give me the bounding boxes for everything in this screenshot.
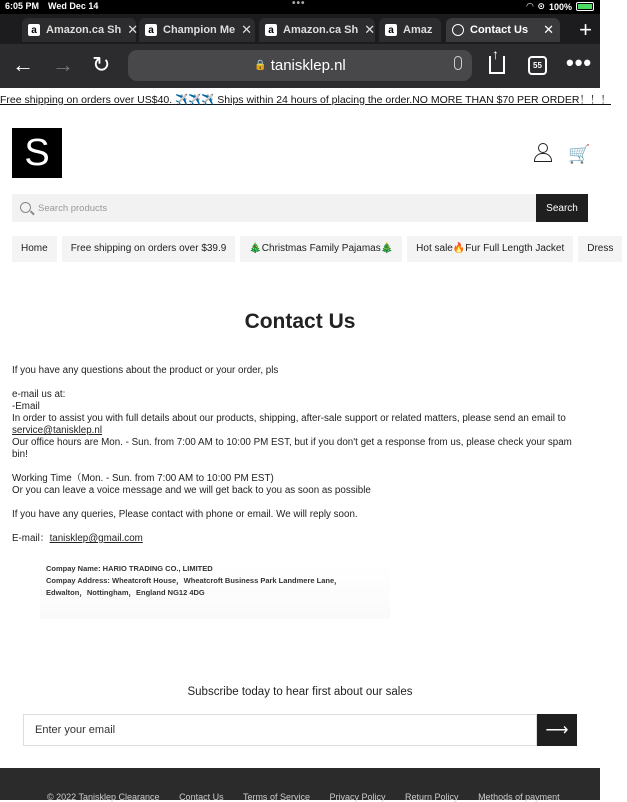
footer-links (47, 792, 577, 802)
working-time-text: Working Time（Mon. - Sun. from 7:00 AM to 10:00 PM EST) (12, 473, 274, 484)
page-title: Contact Us (244, 310, 356, 333)
battery-percent: 100% (548, 1, 572, 12)
cart-icon[interactable]: 🛒 (568, 144, 591, 164)
company-info-image (40, 563, 390, 619)
tab-label: Contact Us (470, 24, 529, 36)
more-options-icon[interactable]: ••• (566, 50, 593, 75)
amazon-favicon-icon: a (145, 24, 157, 36)
search-input[interactable] (38, 194, 528, 222)
footer-link-terms[interactable]: Terms of Service (242, 792, 310, 802)
tab-close-icon[interactable]: ✕ (543, 22, 554, 37)
contact-email-line (12, 533, 590, 545)
company-address-line-2: Edwalton，Nottingham，England NG12 4DG (46, 588, 205, 597)
browser-tab[interactable] (259, 18, 375, 42)
tab-label: Champion Me (163, 24, 236, 36)
battery-icon (576, 2, 594, 11)
footer (0, 768, 600, 800)
browser-tab[interactable] (379, 18, 441, 42)
search-icon (20, 202, 31, 213)
footer-link-return[interactable]: Return Policy (405, 792, 459, 802)
voice-message-text: Or you can leave a voice message and we will get back to you as soon as possible (12, 485, 371, 496)
tab-overview-icon[interactable]: 55 (528, 56, 547, 75)
company-name: Compay Name: HARIO TRADING CO., LIMITED (46, 564, 213, 573)
subscribe-title: Subscribe today to hear first about our sales (187, 686, 413, 698)
subscribe-submit-button[interactable] (537, 714, 577, 746)
back-arrow-icon[interactable]: ← (12, 52, 34, 77)
tab-label: Amazon.ca Sh (46, 24, 122, 36)
browser-tab[interactable] (139, 18, 255, 42)
search-button[interactable]: Search (536, 194, 588, 222)
multitask-dots-icon[interactable]: ••• (292, 0, 306, 9)
tab-close-icon[interactable]: ✕ (364, 22, 376, 37)
assist-paragraph (12, 413, 590, 437)
contact-content (12, 365, 590, 545)
new-tab-icon[interactable]: + (579, 17, 592, 42)
main-menu (12, 236, 614, 262)
email-label: -Email (12, 401, 40, 412)
orientation-lock-icon: ⊙ (537, 1, 545, 11)
share-icon[interactable] (489, 56, 505, 74)
office-hours-text: Our office hours are Mon. - Sun. from 7:00 AM to 10:00 PM EST, but if you don't get a response from us, please check your spam bin! (12, 437, 572, 460)
amazon-favicon-icon: a (265, 24, 277, 36)
service-email-link[interactable]: service@tanisklep.nl (12, 425, 102, 436)
subscribe-email-input[interactable] (23, 714, 537, 746)
microphone-icon[interactable] (454, 56, 462, 70)
search-bar (12, 194, 536, 222)
tab-close-icon[interactable]: ✕ (241, 22, 253, 37)
address-bar[interactable] (128, 50, 472, 81)
airplane-icons: ✈️✈️✈️ (175, 94, 215, 106)
company-address-line-1: Compay Address: Wheatcroft House，Wheatcroft Business Park Landmere Lane， (46, 576, 342, 585)
globe-icon (452, 24, 464, 36)
account-icon[interactable] (534, 143, 552, 161)
email-prefix: E-mail： (12, 533, 50, 544)
browser-tab[interactable] (22, 18, 139, 42)
footer-copyright: © 2022 Tanisklep Clearance (47, 792, 160, 802)
announcement-text-after: Ships within 24 hours of placing the order.NO MORE THAN $70 PER ORDER！！！ (217, 94, 611, 106)
browser-tab-active[interactable] (446, 18, 560, 42)
tab-label: Amaz (403, 24, 433, 36)
intro-text: If you have any questions about the product or your order, pls (12, 365, 279, 376)
footer-link-contact[interactable]: Contact Us (179, 792, 224, 802)
status-date: Wed Dec 14 (48, 1, 99, 11)
queries-text: If you have any queries, Please contact with phone or email. We will reply soon. (12, 509, 358, 520)
contact-email-link[interactable]: tanisklep@gmail.com (49, 533, 143, 544)
browser-nav-bar (0, 44, 600, 88)
footer-link-payment[interactable]: Methods of payment (478, 792, 560, 802)
logo-letter: S (24, 131, 50, 174)
menu-item-dress[interactable]: Dress (578, 236, 622, 262)
address-url: tanisklep.nl (270, 57, 346, 74)
status-time: 6:05 PM (5, 1, 40, 11)
amazon-favicon-icon: a (385, 24, 397, 36)
status-bar (0, 0, 600, 14)
arrow-right-icon: ⟶ (545, 722, 569, 739)
announcement-text-before: Free shipping on orders over US$40. (0, 94, 173, 106)
store-logo[interactable] (12, 128, 62, 178)
menu-item-home[interactable]: Home (12, 236, 57, 262)
menu-item-free-shipping[interactable]: Free shipping on orders over $39.9 (62, 236, 236, 262)
lock-icon: 🔒 (254, 60, 267, 71)
wifi-icon: ◠ (526, 1, 534, 11)
menu-item-christmas-pajamas[interactable]: 🎄Christmas Family Pajamas🎄 (240, 236, 402, 262)
assist-text: In order to assist you with full details about our products, shipping, after-sale support or related matters, please send an email to (12, 413, 566, 424)
forward-arrow-icon[interactable]: → (52, 52, 74, 77)
reload-icon[interactable]: ↻ (92, 52, 111, 77)
tab-label: Amazon.ca Sh (283, 24, 359, 36)
amazon-favicon-icon: a (28, 24, 40, 36)
browser-tab-bar (0, 14, 600, 44)
footer-link-privacy[interactable]: Privacy Policy (329, 792, 386, 802)
tab-close-icon[interactable]: ✕ (127, 22, 139, 37)
announcement-bar[interactable] (0, 92, 611, 112)
email-us-text: e-mail us at: (12, 389, 66, 400)
menu-item-hot-sale[interactable]: Hot sale🔥Fur Full Length Jacket (407, 236, 573, 262)
